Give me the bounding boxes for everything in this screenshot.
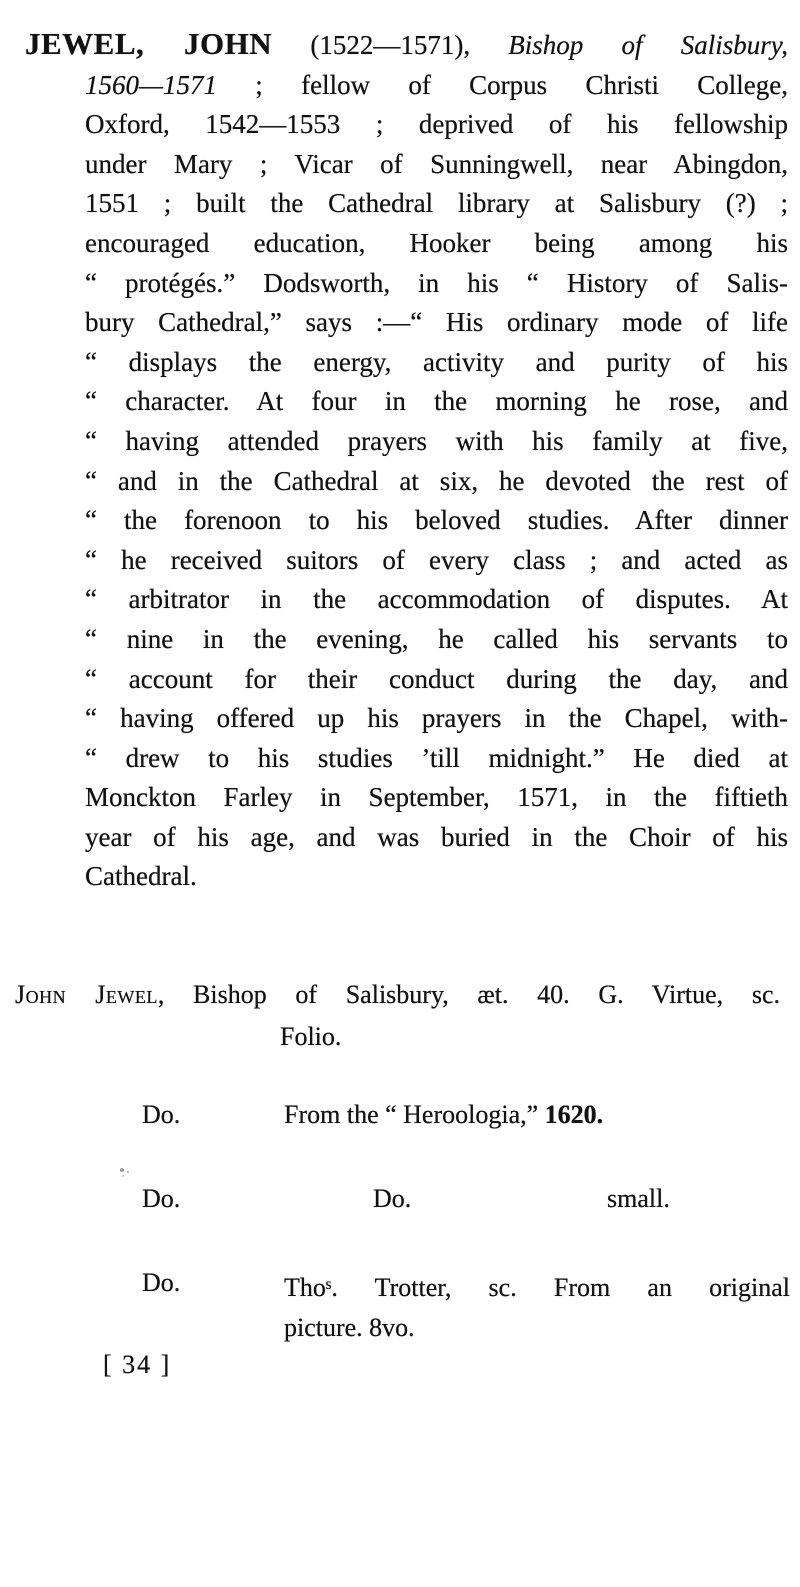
entry-dates: (1522—1571),: [272, 30, 509, 60]
ditto-mark: Do.: [142, 1100, 181, 1129]
ink-smudge-artifact: [120, 1168, 124, 1172]
text-line: “ having offered up his prayers in the Chapel, with-: [85, 703, 788, 734]
print-size: small.: [607, 1184, 670, 1213]
print-format: Folio.: [280, 1022, 342, 1051]
catalogue-entry-1: [15, 980, 780, 1010]
text-line: “ drew to his studies ’till midnight.” He died at: [85, 742, 788, 773]
description-line: Thoˢ. Trotter, sc. From an original: [284, 1273, 790, 1302]
print-description: [284, 1268, 790, 1348]
text-line: “ he received suitors of every class ; and acted as: [85, 544, 788, 575]
entry-subject-name: JEWEL, JOHN: [25, 26, 273, 61]
text-line: “ arbitrator in the accommodation of disputes. At: [85, 584, 788, 615]
text-line: “ protégés.” Dodsworth, in his “ History of Salis-: [85, 267, 788, 298]
text-line: “ having attended prayers with his family at five,: [85, 425, 788, 456]
biography-paragraph: [25, 24, 788, 897]
text-line-rest: ; fellow of Corpus Christi College,: [217, 69, 788, 100]
description-line: picture. 8vo.: [284, 1313, 415, 1342]
ditto-mark: Do.: [142, 1268, 181, 1297]
text-line: “ the forenoon to his beloved studies. After dinner: [85, 505, 788, 536]
text-line: Oxford, 1542—1553 ; deprived of his fellowship: [85, 109, 788, 140]
source-date: 1620.: [544, 1100, 604, 1129]
ditto-mark: Do.: [373, 1184, 412, 1213]
text-line: [85, 66, 788, 106]
text-line: 1551 ; built the Cathedral library at Salisbury (?) ;: [85, 188, 788, 219]
sitter-description: , Bishop of Salisbury, æt. 40.: [157, 980, 570, 1009]
text-line: “ nine in the evening, he called his servants to: [85, 623, 788, 654]
engraver-credit: G. Virtue, sc.: [598, 980, 780, 1009]
text-line: bury Cathedral,” says :—“ His ordinary mode of life: [85, 307, 788, 338]
text-line: “ and in the Cathedral at six, he devoted the rest of: [85, 465, 788, 496]
entry-heading-line: [25, 24, 788, 66]
source-text: From the “ Heroologia,”: [284, 1100, 539, 1129]
text-line: encouraged education, Hooker being among his: [85, 227, 788, 258]
entry-title-italic: Bishop of Salisbury,: [508, 30, 788, 60]
text-line: “ displays the energy, activity and purity of his: [85, 346, 788, 377]
episcopate-dates-italic: 1560—1571: [85, 69, 218, 100]
ditto-mark: Do.: [142, 1184, 181, 1213]
text-line: Monckton Farley in September, 1571, in the fiftieth: [85, 782, 788, 813]
text-line: Cathedral.: [85, 861, 197, 892]
text-line: year of his age, and was buried in the Choir of his: [85, 821, 788, 852]
sitter-name: John Jewel: [15, 980, 158, 1009]
text-line: “ account for their conduct during the day, and: [85, 663, 788, 694]
page-number: [ 34 ]: [103, 1350, 172, 1379]
text-line: “ character. At four in the morning he rose, and: [85, 386, 788, 417]
text-line: under Mary ; Vicar of Sunningwell, near Abingdon,: [85, 148, 788, 179]
print-source: [284, 1100, 603, 1130]
